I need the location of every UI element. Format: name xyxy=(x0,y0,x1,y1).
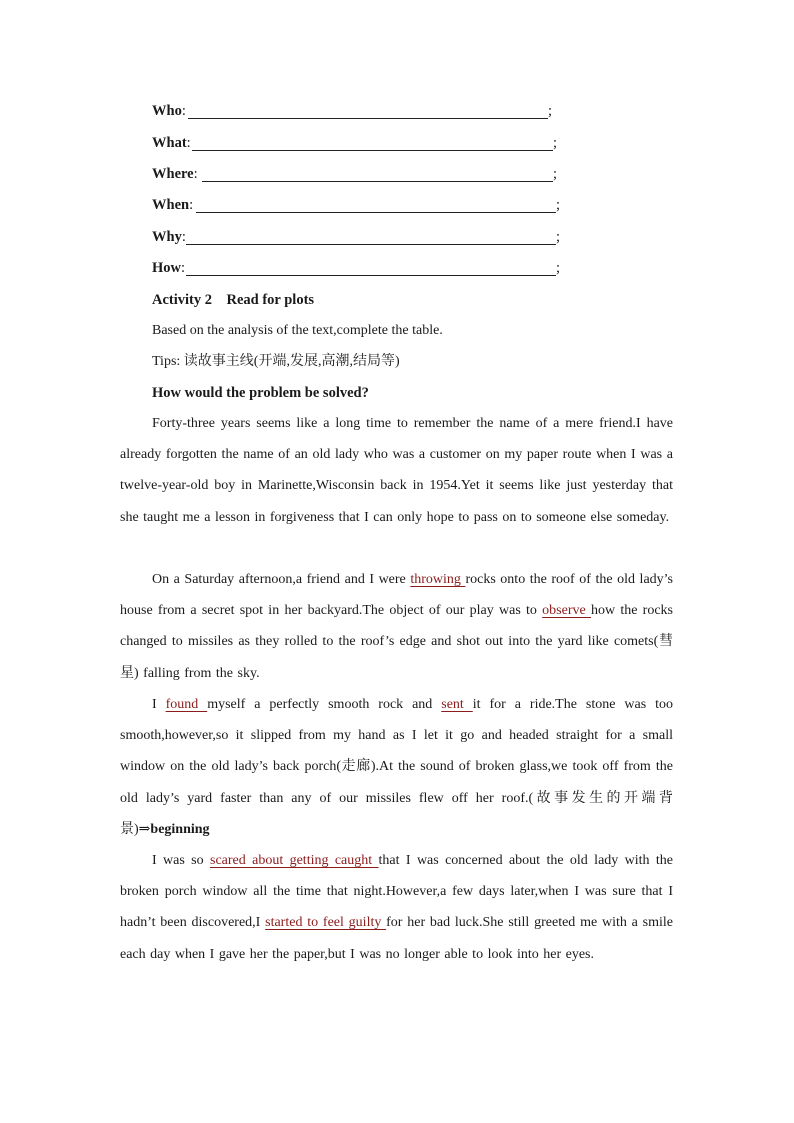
activity-heading: Activity 2 Read for plots xyxy=(152,292,315,308)
beginning-label: beginning xyxy=(150,821,210,837)
highlight-started-to-feel-guilty: started to feel guilty xyxy=(265,915,387,931)
paragraph-1: Forty-three years seems like a long time to remember the name of a mere friend.I have already forgotten the name of an old lady who was a customer on my paper route when I was a twelve-year-old boy in Marinette,Wisconsin back in 1954.Yet it seems like just yesterday that she taught me a lesson in forgiveness that I can only hope to pass on to someone else someday. xyxy=(120,416,673,525)
where-label: Where xyxy=(152,166,194,182)
when-blank[interactable] xyxy=(196,212,556,213)
how-line: How: ; xyxy=(152,260,561,276)
who-blank[interactable] xyxy=(188,118,548,119)
why-blank[interactable] xyxy=(186,244,556,245)
what-blank[interactable] xyxy=(192,150,553,151)
highlight-scared-about-getting-caught: scared about getting caught xyxy=(210,853,379,868)
who-label: Who xyxy=(152,103,182,119)
tips-text: Tips: 读故事主线(开端,发展,高潮,结局等) xyxy=(152,354,400,369)
when-label: When xyxy=(152,197,190,213)
highlight-found: found xyxy=(165,697,208,712)
what-line: What: ; xyxy=(152,135,558,151)
highlight-sent: sent xyxy=(441,697,473,712)
where-line: Where: ; xyxy=(152,166,558,182)
where-blank[interactable] xyxy=(202,181,553,182)
how-blank[interactable] xyxy=(186,275,556,276)
paragraph-3: I found myself a perfectly smooth rock and sent it for a ride.The stone was too smooth,however,so it slipped from my hand as I let it go and headed straight for a small window on the old lady’s back porch(走廊).At the sound of broken glass,we took off from the old lady’s yard faster than any of our missiles flew off her roof.(故事发生的开端背景)⇒beginning xyxy=(120,697,673,837)
who-line: Who: ; xyxy=(152,103,553,119)
paragraph-4: I was so scared about getting caught that I was concerned about the old lady with the broken porch window all the time that night.However,a few days later,when I was sure that I hadn’t been discovered,I started to feel guilty for her bad luck.She still greeted me with a smile each day when I gave her the paper,but I was no longer able to look into her eyes. xyxy=(120,853,674,962)
highlight-observe: observe xyxy=(542,603,591,619)
paragraph-2: On a Saturday afternoon,a friend and I were throwing rocks onto the roof of the old lady’s house from a secret spot in her backyard.The object of our play was to observe how the rocks changed to missiles as they rolled to the roof’s edge and shot out into the yard like comets(彗星) falling from the sky. xyxy=(120,572,674,681)
when-line: When: ; xyxy=(152,197,561,213)
question-heading: How would the problem be solved? xyxy=(152,385,369,401)
what-label: What xyxy=(152,135,187,151)
why-label: Why xyxy=(152,229,182,245)
how-label: How xyxy=(152,260,181,276)
why-line: Why: ; xyxy=(152,229,561,245)
highlight-throwing: throwing xyxy=(410,572,466,587)
instruction-text: Based on the analysis of the text,complete the table. xyxy=(152,323,443,338)
